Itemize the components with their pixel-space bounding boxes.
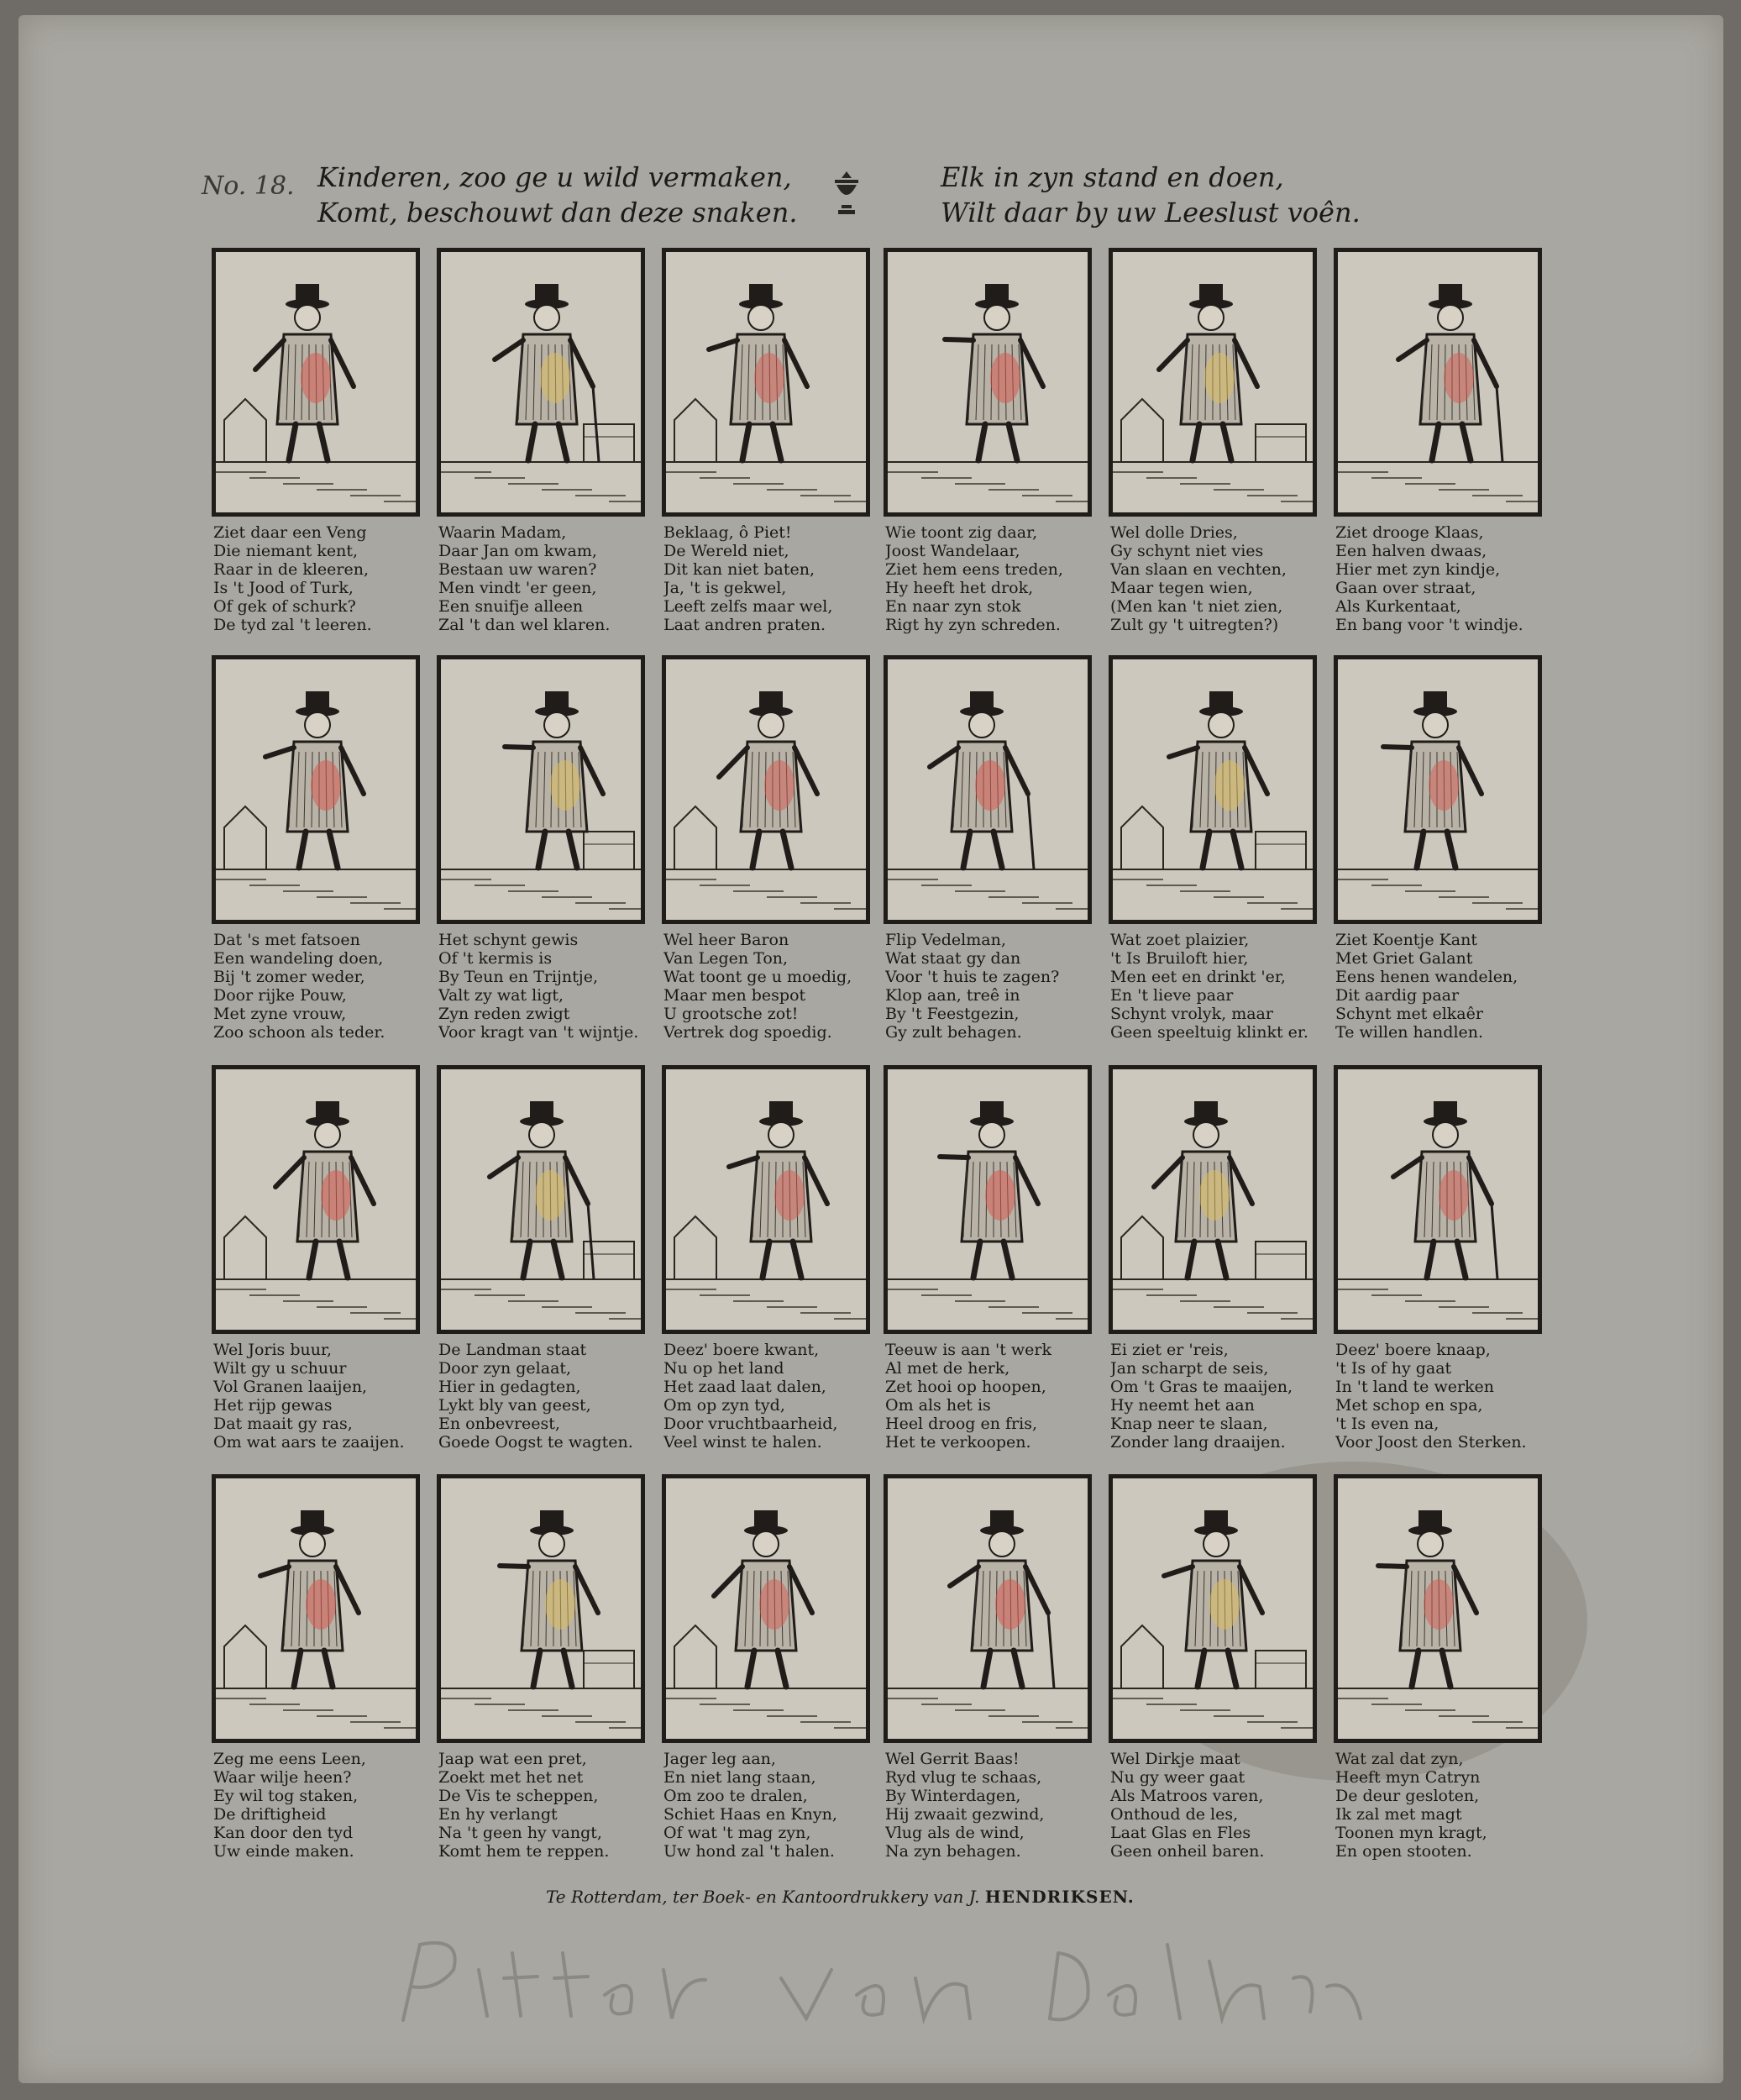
- verse-line: Waar wilje heen?: [213, 1768, 352, 1787]
- verse-caption: [885, 523, 1095, 634]
- woodcut-illustration: [212, 655, 420, 924]
- verse-line: Het zaad laat dalen,: [663, 1378, 826, 1396]
- verse-line: Wilt gy u schuur: [213, 1359, 347, 1378]
- verse-line: Komt hem te reppen.: [438, 1842, 610, 1861]
- woodcut-illustration: [662, 1474, 870, 1743]
- verse-line: Jaap wat een pret,: [438, 1750, 587, 1768]
- verse-line: En naar zyn stok: [885, 597, 1021, 616]
- verse-line: Lykt bly van geest,: [438, 1396, 591, 1415]
- verse-line: Raar in de kleeren,: [213, 560, 369, 579]
- verse-line: Wel Joris buur,: [213, 1341, 333, 1359]
- verse-line: Om wat aars te zaaijen.: [213, 1433, 405, 1452]
- verse-line: Heeft myn Catryn: [1335, 1768, 1481, 1787]
- header-line: Komt, beschouwt dan deze snaken.: [317, 197, 798, 228]
- verse-line: De driftigheid: [213, 1805, 327, 1824]
- verse-line: Jager leg aan,: [663, 1750, 776, 1768]
- sheet-number: No. 18.: [202, 171, 295, 201]
- verse-line: Hier met zyn kindje,: [1335, 560, 1501, 579]
- verse-line: Hy neemt het aan: [1110, 1396, 1255, 1415]
- woodcut-illustration: [884, 1065, 1092, 1334]
- verse-line: De deur gesloten,: [1335, 1787, 1480, 1805]
- verse-line: Hy heeft het drok,: [885, 579, 1034, 597]
- verse-line: Ziet Koentje Kant: [1335, 931, 1478, 949]
- verse-line: 't Is of hy gaat: [1335, 1359, 1452, 1378]
- verse-line: Flip Vedelman,: [885, 931, 1006, 949]
- woodcut-illustration: [1109, 655, 1317, 924]
- verse-line: (Men kan 't niet zien,: [1110, 597, 1283, 616]
- woodcut-illustration: [884, 248, 1092, 517]
- verse-caption: [663, 523, 873, 634]
- verse-line: Joost Wandelaar,: [885, 542, 1020, 560]
- verse-line: Goede Oogst te wagten.: [438, 1433, 633, 1452]
- verse-caption: [1335, 1750, 1545, 1861]
- verse-line: Wat zoet plaizier,: [1110, 931, 1250, 949]
- verse-line: Onthoud de les,: [1110, 1805, 1239, 1824]
- woodcut-illustration: [1109, 1474, 1317, 1743]
- verse-caption: [438, 1750, 648, 1861]
- verse-line: Men eet en drinkt 'er,: [1110, 968, 1286, 986]
- verse-line: Wat toont ge u moedig,: [663, 968, 852, 986]
- verse-caption: [213, 931, 423, 1042]
- verse-line: Na zyn behagen.: [885, 1842, 1021, 1861]
- verse-line: Voor kragt van 't wijntje.: [438, 1023, 639, 1042]
- verse-line: Uw hond zal 't halen.: [663, 1842, 835, 1861]
- header-line: Wilt daar by uw Leeslust voên.: [941, 197, 1361, 228]
- header-verse-left: [317, 160, 797, 230]
- verse-line: En hy verlangt: [438, 1805, 558, 1824]
- verse-line: Zeg me eens Leen,: [213, 1750, 366, 1768]
- verse-line: Jan scharpt de seis,: [1110, 1359, 1269, 1378]
- verse-line: Klop aan, treê in: [885, 986, 1020, 1005]
- verse-caption: [885, 931, 1095, 1042]
- verse-line: Door vruchtbaarheid,: [663, 1415, 838, 1433]
- printer-imprint: [546, 1887, 1302, 1907]
- verse-line: Ja, 't is gekwel,: [663, 579, 787, 597]
- verse-line: Dat maait gy ras,: [213, 1415, 353, 1433]
- verse-line: Het schynt gewis: [438, 931, 579, 949]
- verse-line: Wel heer Baron: [663, 931, 789, 949]
- woodcut-row: [212, 1474, 1547, 1869]
- verse-line: De tyd zal 't leeren.: [213, 616, 372, 634]
- verse-line: Ei ziet er 'reis,: [1110, 1341, 1229, 1359]
- woodcut-illustration: [437, 655, 645, 924]
- verse-line: By 't Feestgezin,: [885, 1005, 1020, 1023]
- verse-line: Valt zy wat ligt,: [438, 986, 564, 1005]
- verse-line: Laat andren praten.: [663, 616, 826, 634]
- woodcut-row: [212, 655, 1547, 1050]
- woodcut-illustration: [884, 655, 1092, 924]
- verse-line: Vertrek dog spoedig.: [663, 1023, 832, 1042]
- verse-line: Nu gy weer gaat: [1110, 1768, 1245, 1787]
- woodcut-illustration: [662, 1065, 870, 1334]
- woodcut-illustration: [662, 248, 870, 517]
- verse-caption: [1110, 931, 1320, 1042]
- woodcut-illustration: [1334, 655, 1542, 924]
- verse-caption: [213, 1750, 423, 1861]
- verse-line: Vlug als de wind,: [885, 1824, 1025, 1842]
- verse-line: Het te verkoopen.: [885, 1433, 1031, 1452]
- woodcut-illustration: [437, 248, 645, 517]
- woodcut-illustration: [884, 1474, 1092, 1743]
- verse-caption: [438, 931, 648, 1042]
- sheet-header: [193, 160, 1537, 235]
- verse-line: Om op zyn tyd,: [663, 1396, 785, 1415]
- verse-line: Schiet Haas en Knyn,: [663, 1805, 837, 1824]
- verse-line: Met zyne vrouw,: [213, 1005, 347, 1023]
- verse-line: Of 't kermis is: [438, 949, 553, 968]
- verse-line: En niet lang staan,: [663, 1768, 816, 1787]
- verse-line: De Landman staat: [438, 1341, 587, 1359]
- verse-line: De Wereld niet,: [663, 542, 789, 560]
- verse-caption: [213, 523, 423, 634]
- verse-line: Om zoo te dralen,: [663, 1787, 808, 1805]
- woodcut-illustration: [437, 1474, 645, 1743]
- verse-line: Gy zult behagen.: [885, 1023, 1022, 1042]
- verse-line: Ey wil tog staken,: [213, 1787, 359, 1805]
- verse-line: By Winterdagen,: [885, 1787, 1021, 1805]
- verse-line: 't Is Bruiloft hier,: [1110, 949, 1249, 968]
- verse-line: Teeuw is aan 't werk: [885, 1341, 1052, 1359]
- verse-line: Dat 's met fatsoen: [213, 931, 360, 949]
- verse-line: De Vis te scheppen,: [438, 1787, 599, 1805]
- verse-line: Dit kan niet baten,: [663, 560, 815, 579]
- verse-caption: [1335, 1341, 1545, 1452]
- woodcut-illustration: [212, 248, 420, 517]
- woodcut-row: [212, 1065, 1547, 1460]
- verse-line: Schynt vrolyk, maar: [1110, 1005, 1273, 1023]
- woodcut-illustration: [662, 655, 870, 924]
- verse-line: Of wat 't mag zyn,: [663, 1824, 811, 1842]
- verse-line: Wat staat gy dan: [885, 949, 1021, 968]
- verse-line: Of gek of schurk?: [213, 597, 356, 616]
- verse-line: Dit aardig paar: [1335, 986, 1460, 1005]
- verse-caption: [438, 1341, 648, 1452]
- verse-line: Door rijke Pouw,: [213, 986, 347, 1005]
- verse-line: Voor 't huis te zagen?: [885, 968, 1060, 986]
- header-line: Kinderen, zoo ge u wild vermaken,: [317, 161, 792, 193]
- verse-line: Zoekt met het net: [438, 1768, 584, 1787]
- verse-line: 't Is even na,: [1335, 1415, 1439, 1433]
- verse-line: Als Matroos varen,: [1110, 1787, 1264, 1805]
- verse-line: Men vindt 'er geen,: [438, 579, 597, 597]
- verse-line: Deez' boere knaap,: [1335, 1341, 1491, 1359]
- verse-line: Ryd vlug te schaas,: [885, 1768, 1042, 1787]
- verse-line: Hier in gedagten,: [438, 1378, 581, 1396]
- verse-line: Wel Dirkje maat: [1110, 1750, 1240, 1768]
- verse-line: Knap neer te slaan,: [1110, 1415, 1268, 1433]
- verse-line: Wel Gerrit Baas!: [885, 1750, 1020, 1768]
- verse-line: Zyn reden zwigt: [438, 1005, 570, 1023]
- verse-line: Toonen myn kragt,: [1335, 1824, 1487, 1842]
- verse-line: En open stooten.: [1335, 1842, 1472, 1861]
- verse-caption: [663, 931, 873, 1042]
- woodcut-illustration: [1109, 248, 1317, 517]
- verse-line: Te willen handlen.: [1335, 1023, 1484, 1042]
- verse-line: Zet hooi op hoopen,: [885, 1378, 1046, 1396]
- verse-line: Een halven dwaas,: [1335, 542, 1487, 560]
- verse-line: En bang voor 't windje.: [1335, 616, 1523, 634]
- header-line: Elk in zyn stand en doen,: [941, 161, 1284, 193]
- verse-line: Geen onheil baren.: [1110, 1842, 1265, 1861]
- verse-line: Is 't Jood of Turk,: [213, 579, 354, 597]
- verse-line: Zoo schoon als teder.: [213, 1023, 385, 1042]
- verse-line: Uw einde maken.: [213, 1842, 354, 1861]
- verse-line: Geen speeltuig klinkt er.: [1110, 1023, 1308, 1042]
- verse-line: Van slaan en vechten,: [1110, 560, 1287, 579]
- woodcut-illustration: [1334, 1065, 1542, 1334]
- verse-line: Beklaag, ô Piet!: [663, 523, 792, 542]
- imprint-text: Te Rotterdam, ter Boek- en Kantoordrukkery van J.: [546, 1887, 980, 1907]
- woodcut-row: [212, 248, 1547, 643]
- verse-line: Deez' boere kwant,: [663, 1341, 820, 1359]
- verse-line: Wel dolle Dries,: [1110, 523, 1238, 542]
- verse-line: Laat Glas en Fles: [1110, 1824, 1251, 1842]
- verse-line: Gy schynt niet vies: [1110, 542, 1264, 560]
- verse-line: Zult gy 't uitregten?): [1110, 616, 1279, 634]
- verse-caption: [663, 1341, 873, 1452]
- woodcut-illustration: [1109, 1065, 1317, 1334]
- verse-caption: [1335, 931, 1545, 1042]
- verse-line: By Teun en Trijntje,: [438, 968, 598, 986]
- verse-line: Wat zal dat zyn,: [1335, 1750, 1464, 1768]
- verse-line: Nu op het land: [663, 1359, 784, 1378]
- verse-line: Al met de herk,: [885, 1359, 1010, 1378]
- verse-line: Daar Jan om kwam,: [438, 542, 597, 560]
- verse-line: Ik zal met magt: [1335, 1805, 1462, 1824]
- verse-line: Leeft zelfs maar wel,: [663, 597, 833, 616]
- verse-line: En onbevreest,: [438, 1415, 560, 1433]
- verse-line: Gaan over straat,: [1335, 579, 1476, 597]
- verse-caption: [438, 523, 648, 634]
- verse-line: Wie toont zig daar,: [885, 523, 1038, 542]
- woodcut-illustration: [437, 1065, 645, 1334]
- verse-caption: [663, 1750, 873, 1861]
- handwritten-signature: [386, 1919, 1377, 2045]
- verse-line: Veel winst te halen.: [663, 1433, 822, 1452]
- woodcut-illustration: [1334, 1474, 1542, 1743]
- verse-caption: [213, 1341, 423, 1452]
- verse-caption: [1335, 523, 1545, 634]
- verse-line: Schynt met elkaêr: [1335, 1005, 1483, 1023]
- woodcut-illustration: [1334, 248, 1542, 517]
- verse-line: Rigt hy zyn schreden.: [885, 616, 1061, 634]
- verse-line: Waarin Madam,: [438, 523, 567, 542]
- verse-line: Hij zwaait gezwind,: [885, 1805, 1045, 1824]
- verse-line: Een wandeling doen,: [213, 949, 384, 968]
- verse-line: Bij 't zomer weder,: [213, 968, 365, 986]
- verse-line: Ziet hem eens treden,: [885, 560, 1063, 579]
- verse-line: En 't lieve paar: [1110, 986, 1234, 1005]
- verse-line: Een snuifje alleen: [438, 597, 584, 616]
- header-verse-right: [941, 160, 1361, 230]
- verse-caption: [885, 1341, 1095, 1452]
- verse-line: Met schop en spa,: [1335, 1396, 1483, 1415]
- verse-line: Eens henen wandelen,: [1335, 968, 1518, 986]
- woodcut-illustration: [212, 1474, 420, 1743]
- verse-line: Vol Granen laaijen,: [213, 1378, 368, 1396]
- verse-caption: [1110, 1750, 1320, 1861]
- verse-line: Door zyn gelaat,: [438, 1359, 572, 1378]
- verse-line: Zonder lang draaijen.: [1110, 1433, 1286, 1452]
- verse-line: Voor Joost den Sterken.: [1335, 1433, 1527, 1452]
- verse-line: Als Kurkentaat,: [1335, 597, 1461, 616]
- verse-line: Die niemant kent,: [213, 542, 359, 560]
- verse-line: Om 't Gras te maaijen,: [1110, 1378, 1293, 1396]
- verse-line: Ziet daar een Veng: [213, 523, 367, 542]
- verse-caption: [1110, 1341, 1320, 1452]
- verse-line: Heel droog en fris,: [885, 1415, 1038, 1433]
- verse-line: Maar tegen wien,: [1110, 579, 1253, 597]
- vase-ornament-icon: [830, 168, 863, 218]
- verse-line: Na 't geen hy vangt,: [438, 1824, 602, 1842]
- verse-line: Van Legen Ton,: [663, 949, 789, 968]
- verse-line: Met Griet Galant: [1335, 949, 1473, 968]
- verse-line: Kan door den tyd: [213, 1824, 354, 1842]
- woodcut-illustration: [212, 1065, 420, 1334]
- verse-line: U grootsche zot!: [663, 1005, 799, 1023]
- verse-line: Maar men bespot: [663, 986, 806, 1005]
- verse-caption: [885, 1750, 1095, 1861]
- verse-line: Ziet drooge Klaas,: [1335, 523, 1484, 542]
- verse-caption: [1110, 523, 1320, 634]
- printer-name: HENDRIKSEN.: [984, 1887, 1135, 1907]
- verse-line: Het rijp gewas: [213, 1396, 333, 1415]
- verse-line: In 't land te werken: [1335, 1378, 1495, 1396]
- verse-line: Zal 't dan wel klaren.: [438, 616, 611, 634]
- verse-line: Bestaan uw waren?: [438, 560, 597, 579]
- verse-line: Om als het is: [885, 1396, 991, 1415]
